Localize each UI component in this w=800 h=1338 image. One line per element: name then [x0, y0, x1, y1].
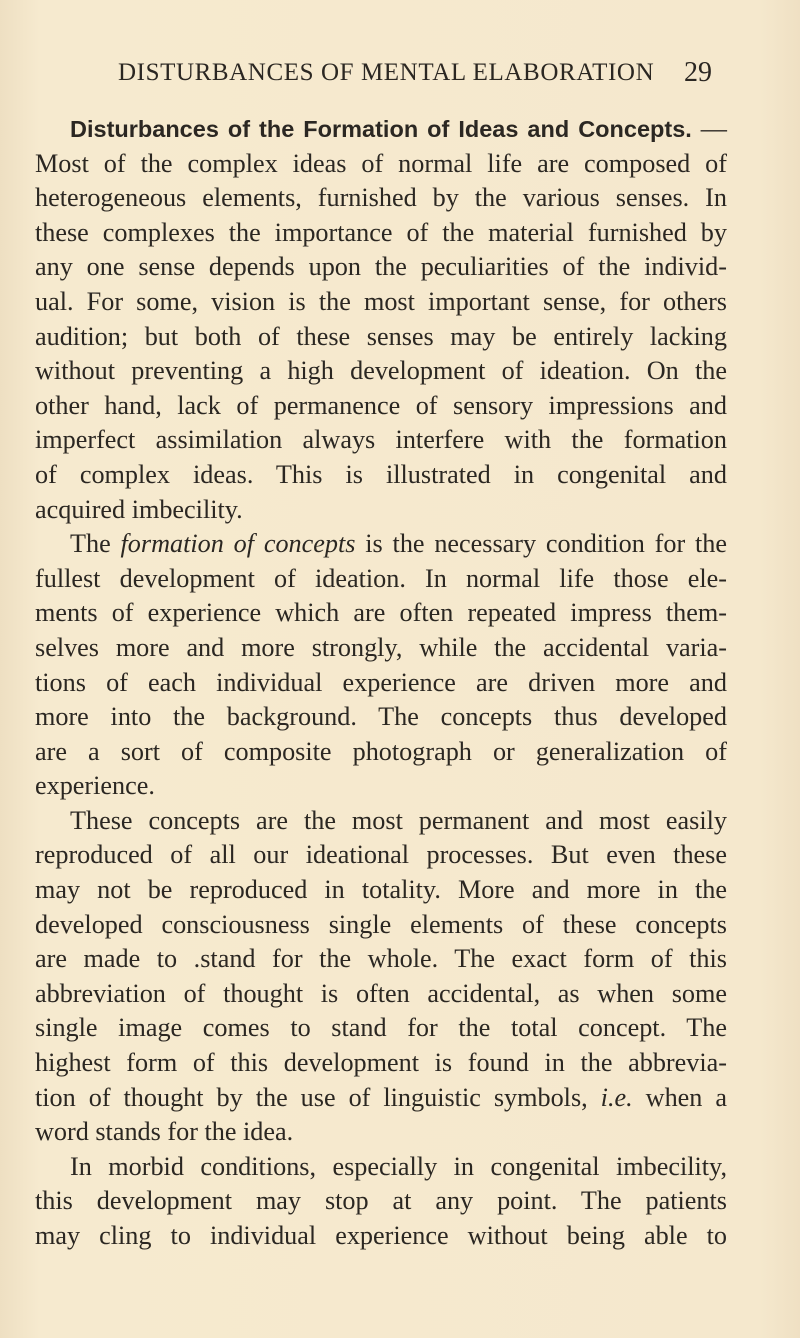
text-line: In morbid conditions, especially in congenital imbecility, [70, 1151, 727, 1181]
text-line: highest form of this development is found in the abbrevia- [35, 1048, 727, 1078]
text-line: single image comes to stand for the total concept. The [35, 1013, 727, 1043]
text-line: word stands for the idea. [35, 1117, 294, 1147]
body-text [35, 112, 727, 1254]
heading-dash: — [691, 114, 727, 143]
text-line: imperfect assimilation always interfere with the formation [35, 425, 727, 455]
text-line: developed consciousness single elements of these concepts [35, 909, 727, 939]
text-line: selves more and more strongly, while the accidental varia- [35, 632, 727, 662]
text-line: reproduced of all our ideational processes. But even these [35, 840, 727, 870]
text-line: ual. For some, vision is the most important sense, for others [35, 286, 727, 316]
text-line: are made to .stand for the whole. The exact form of this [35, 944, 727, 974]
text-line: any one sense depends upon the peculiarities of the individ- [35, 252, 727, 282]
text-line: may cling to individual experience without being able to [35, 1221, 727, 1250]
text-line: fullest development of ideation. In normal life those ele- [35, 563, 727, 593]
text-line: of complex ideas. This is illustrated in congenital and [35, 459, 727, 489]
text-line: without preventing a high development of ideation. On the [35, 356, 727, 386]
page-number: 29 [684, 57, 712, 88]
text-line: acquired imbecility. [35, 494, 243, 524]
italic-abbreviation: i.e. [600, 1082, 633, 1112]
text-run: The [70, 529, 121, 559]
text-line: may not be reproduced in totality. More and more in the [35, 875, 727, 905]
text-line: these complexes the importance of the material furnished by [35, 217, 727, 247]
text-line [35, 1081, 727, 1116]
text-line: These concepts are the most permanent and most easily [70, 805, 727, 835]
text-line: this development may stop at any point. The patients [35, 1186, 727, 1216]
heading-line [35, 112, 727, 147]
text-line: heterogeneous elements, furnished by the various senses. In [35, 183, 727, 213]
text-run: is the necessary condition for the [355, 529, 727, 559]
text-line: audition; but both of these senses may be entirely lacking [35, 321, 727, 351]
section-heading: Disturbances of the Formation of Ideas and Concepts. [70, 116, 692, 142]
text-line: are a sort of composite photograph or generalization of [35, 736, 727, 766]
text-run: tion of thought by the use of linguistic symbols, [35, 1082, 601, 1112]
text-line: other hand, lack of permanence of sensory impressions and [35, 390, 727, 420]
text-line: Most of the complex ideas of normal life are composed of [35, 148, 727, 178]
running-head: DISTURBANCES OF MENTAL ELABORATION [118, 59, 655, 86]
text-line: abbreviation of thought is often accidental, as when some [35, 978, 727, 1008]
page-header [0, 55, 800, 95]
text-line [35, 527, 727, 562]
text-line: more into the background. The concepts thus developed [35, 702, 727, 732]
italic-term: formation of concepts [120, 529, 356, 559]
text-line: tions of each individual experience are driven more and [35, 667, 727, 697]
text-line: ments of experience which are often repeated impress them- [35, 598, 727, 628]
text-run: when a [632, 1082, 727, 1112]
text-line: experience. [35, 771, 155, 801]
